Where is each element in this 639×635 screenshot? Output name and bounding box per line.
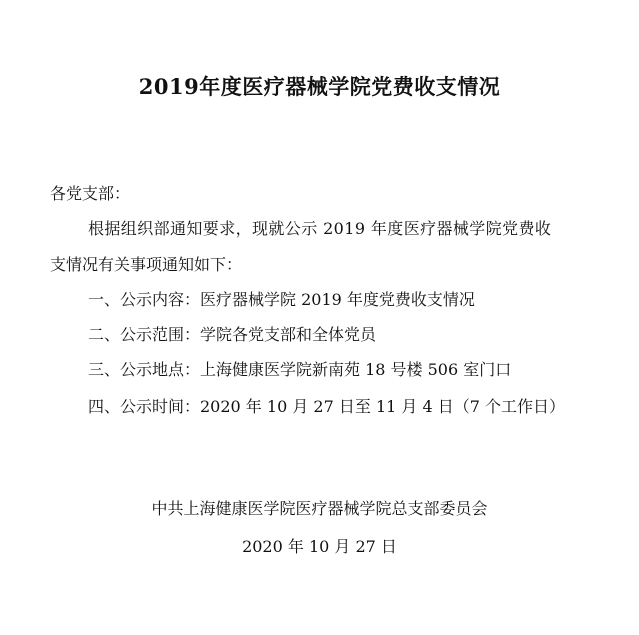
notice-item-time: 四、公示时间：2020 年 10 月 27 日至 11 月 4 日（7 个工作日） (88, 397, 566, 416)
signature-date: 2020 年 10 月 27 日 (242, 537, 397, 556)
intro-paragraph-line-1: 根据组织部通知要求，现就公示 2019 年度医疗器械学院党费收 (88, 219, 552, 238)
document-title: 2019年度医疗器械学院党费收支情况 (138, 74, 501, 99)
notice-item-scope: 二、公示范围：学院各党支部和全体党员 (88, 325, 377, 344)
notice-item-location: 三、公示地点：上海健康医学院新南苑 18 号楼 506 室门口 (88, 360, 512, 379)
intro-paragraph-line-2: 支情况有关事项通知如下： (50, 255, 243, 274)
notice-item-content: 一、公示内容：医疗器械学院 2019 年度党费收支情况 (88, 290, 475, 309)
salutation: 各党支部： (50, 184, 131, 203)
signature-organization: 中共上海健康医学院医疗器械学院总支部委员会 (151, 499, 488, 518)
